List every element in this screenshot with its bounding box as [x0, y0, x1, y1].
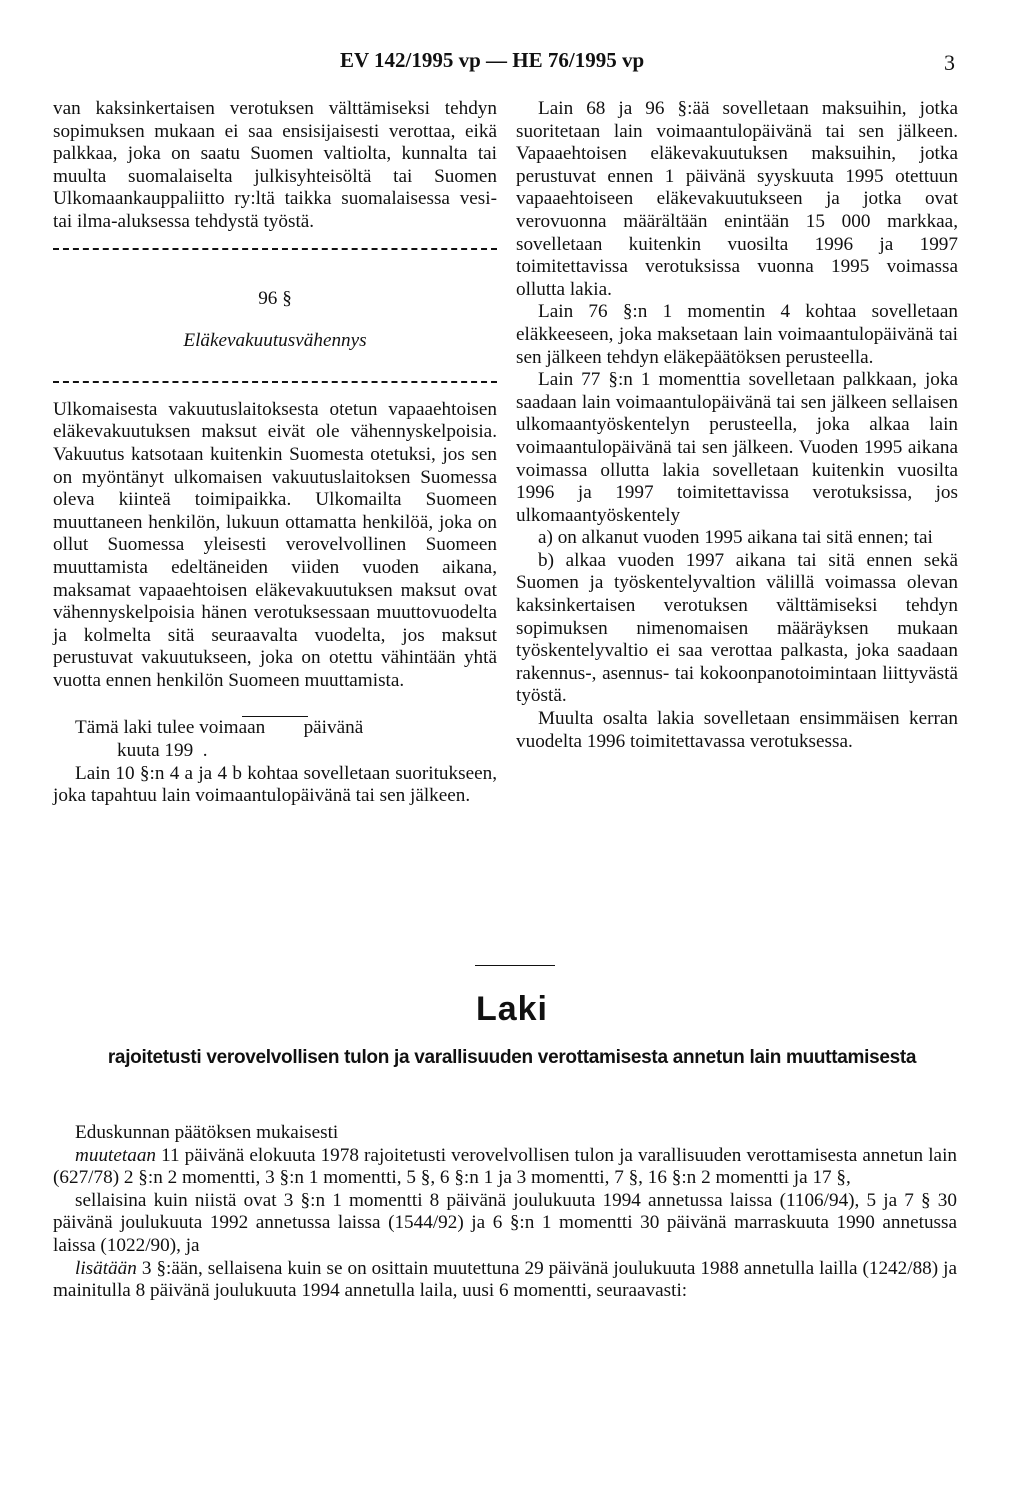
- law-separator-rule: [475, 965, 555, 966]
- right-column: [516, 98, 958, 753]
- law-enacting-clause: Eduskunnan päätöksen mukaisesti: [75, 1122, 339, 1143]
- effective-date-month: kuuta 199 .: [117, 740, 208, 762]
- effective-application-paragraph: Lain 10 §:n 4 a ja 4 b kohtaa sovelletaan suoritukseen, joka tapahtuu lain voimaantulopäivänä tai sen jälkeen.: [53, 762, 497, 807]
- section-title: Eläkevakuutusvähennys: [183, 330, 367, 352]
- section-paragraph: Ulkomaisesta vakuutuslaitoksesta otetun vapaaehtoisen eläkevakuutuksen maksut eivät ole vähennyskelpoisia. Vakuutus katsotaan kuitenkin Suomesta otetuksi, jos sen on myöntänyt ulkomaisen vakuutuslaitoksen Suomessa oleva kiinteä toimipaikka. Ulkomailta Suomeen muuttaneen henkilön, lukuun ottamatta henkilöä, joka on ollut Suomessa yleisesti verovelvollinen Suomeen muuttamista edeltäneiden viiden vuoden aikana, maksamat vapaaehtoisen eläkevakuutuksen maksut ovat vähennyskelpoisia hänen verotuksessaan muuttovuodelta ja kolmelta sitä seuraavalta vuodelta, jos maksut perustuvat vakuutukseen, joka on otettu vähintään yhtä vuotta ennen henkilön Suomeen muuttamista.: [53, 398, 497, 691]
- add-text: 3 §:ään, sellaisena kuin se on osittain muutettuna 29 päivänä joulukuuta 1988 annetulla lailla (1242/88) ja mainitulla 8 päivänä joulukuuta 1994 annetulla laila, uusi 6 momentti, seuraavasti:: [53, 1257, 957, 1302]
- law-amend-paragraph: [53, 1145, 957, 1190]
- law-body: [53, 1122, 957, 1303]
- amend-keyword: muutetaan: [75, 1144, 157, 1166]
- amend-text: 11 päivänä elokuuta 1978 rajoitetusti verovelvollisen tulon ja varallisuuden verottamisesta annetun lain (627/78) 2 §:n 2 momentti, 3 §:n 1 momentti, 5 §, 6 §:n 1 ja 3 momentti, 7 §, 16 §:n 2 momentti ja 17 §,: [53, 1144, 957, 1189]
- intro-paragraph: van kaksinkertaisen verotuksen välttämiseksi tehdyn sopimuksen mukaan ei saa ensisijaisesti verottaa, eikä palkkaa, joka on saatu Suomen valtiolta, kunnalta tai muulta suomalaiselta julkisyhteisöltä tai Suomen Ulkomaankauppaliitto ry:ltä taikka suomalaisessa vesi- tai ilma-aluksessa tehdystä työstä.: [53, 98, 497, 232]
- right-paragraph-4: a) on alkanut vuoden 1995 aikana tai sitä ennen; tai: [538, 527, 933, 549]
- law-subtitle: rajoitetusti verovelvollisen tulon ja varallisuuden verottamisesta annetun lain muuttamisesta: [107, 1047, 917, 1068]
- section-number: 96 §: [258, 287, 292, 309]
- right-paragraph-1: Lain 68 ja 96 §:ää sovelletaan maksuihin, jotka suoritetaan lain voimaantulopäivänä tai sen jälkeen. Vapaaehtoisen eläkevakuutuksen maksuihin, jotka perustuvat ennen 1 päivänä syyskuuta 1995 otettuun vapaaehtoiseen eläkevakuutukseen ja jotka ovat verovuonna määrältään enintään 15 000 markkaa, sovelletaan kuitenkin vuosilta 1996 ja 1997 toimitettavissa verotuksissa vuonna 1995 voimassa ollutta lakia.: [516, 98, 958, 300]
- document-reference: EV 142/1995 vp — HE 76/1995 vp: [340, 48, 645, 72]
- right-paragraph-2: Lain 76 §:n 1 momentin 4 kohtaa sovelletaan eläkkeeseen, joka maksetaan lain voimaantulopäivänä tai sen jälkeen tehdyn eläkepäätöksen perusteella.: [516, 301, 958, 368]
- right-paragraph-5: b) alkaa vuoden 1997 aikana tai sitä ennen sekä Suomen ja työskentelyvaltion välillä voimassa olevan kaksinkertaisen verotuksen välttämiseksi tehdyn sopimuksen nimenomaisen määräyksen mukaan työskentelyvaltio ei saa verottaa palkasta, joka saadaan rakennus-, asennus- tai kokoonpanotoimintaan liittyvästä työstä.: [516, 549, 958, 707]
- omission-dashes-top: [53, 248, 497, 270]
- left-column: [53, 98, 497, 808]
- right-paragraph-3: Lain 77 §:n 1 momenttia sovelletaan palkkaan, joka saadaan lain voimaantulopäivänä tai sen jälkeen sellaisen ulkomaantyöskentelyn perusteella, joka alkaa lain voimaantulopäivänä tai sen jälkeen. Vuoden 1995 aikana voimassa ollutta lakia sovelletaan kuitenkin vuosilta 1996 ja 1997 toimitettavissa verotuksissa, jos ulkomaantyöskentely: [516, 369, 958, 526]
- law-reference-paragraph: sellaisina kuin niistä ovat 3 §:n 1 momentti 8 päivänä joulukuuta 1994 annetussa laissa (1106/94), 5 ja 7 § 30 päivänä joulukuuta 1992 annetussa laissa (1544/92) ja 6 §:n 1 momentti 30 päivänä marraskuuta 1990 annetussa laissa (1022/90), ja: [53, 1189, 957, 1256]
- add-keyword: lisätään: [75, 1257, 137, 1279]
- law-heading: Laki: [475, 990, 549, 1028]
- page-number: 3: [944, 50, 955, 75]
- law-add-paragraph: [53, 1258, 957, 1303]
- effective-date-line: Tämä laki tulee voimaan päivänä: [75, 717, 364, 739]
- page-header: [0, 44, 1024, 80]
- omission-dashes-bottom: [53, 381, 497, 403]
- right-paragraph-6: Muulta osalta lakia sovelletaan ensimmäisen kerran vuodelta 1996 toimitettavassa verotuksessa.: [516, 708, 958, 752]
